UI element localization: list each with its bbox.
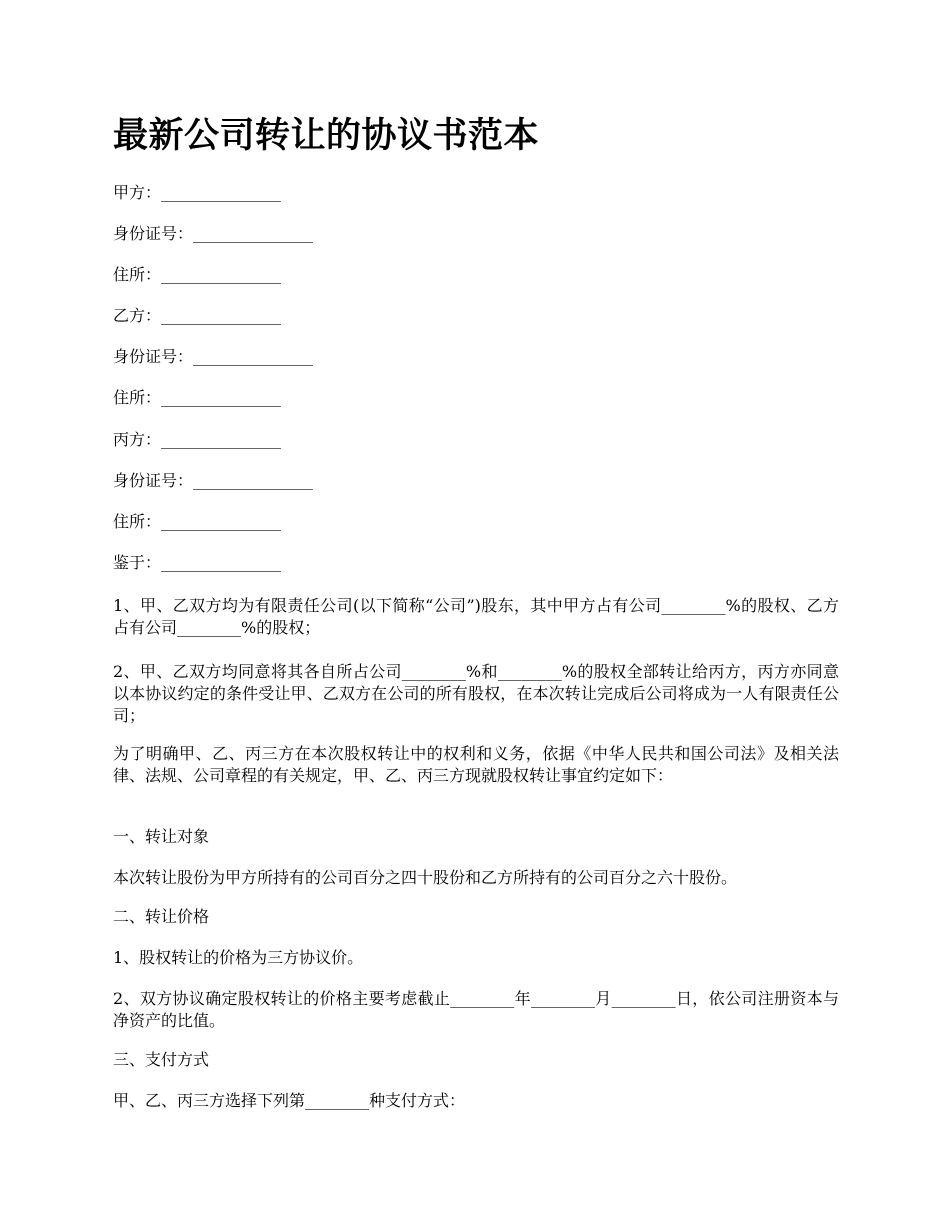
- section-2-item-1: 1、股权转让的价格为三方协议价。: [113, 948, 364, 967]
- recital-2-paragraph: 2、甲、乙双方均同意将其各自所占公司________%和________%的股权全部转让给丙方，丙方亦同意以本协议约定的条件受让甲、乙双方在公司的所有股权，在本次转让完成后公司将成为一人有限责任公司；: [113, 662, 839, 725]
- party-c-field: 丙方：_______________: [113, 430, 282, 449]
- party-a-address-field: 住所：_______________: [113, 265, 282, 284]
- party-b-id-field: 身份证号：_______________: [113, 347, 314, 366]
- purpose-paragraph: 为了明确甲、乙、丙三方在本次股权转让中的权利和义务，依据《中华人民共和国公司法》及相关法律、法规、公司章程的有关规定，甲、乙、丙三方现就股权转让事宜约定如下：: [113, 744, 839, 785]
- party-a-id-field: 身份证号：_______________: [113, 224, 314, 243]
- party-c-id-field: 身份证号：_______________: [113, 471, 314, 490]
- whereas-field: 鉴于：_______________: [113, 553, 282, 572]
- section-3-heading: 三、支付方式: [113, 1050, 210, 1069]
- party-a-field: 甲方：_______________: [113, 183, 282, 202]
- section-1-heading: 一、转让对象: [113, 827, 210, 846]
- section-2-item-2: 2、双方协议确定股权转让的价格主要考虑截止________年________月________日，依公司注册资本与净资产的比值。: [113, 989, 839, 1030]
- section-2-heading: 二、转让价格: [113, 907, 210, 926]
- party-b-address-field: 住所：_______________: [113, 388, 282, 407]
- party-c-address-field: 住所：_______________: [113, 512, 282, 531]
- document-title: 最新公司转让的协议书范本: [113, 115, 540, 156]
- recital-1-paragraph: 1、甲、乙双方均为有限责任公司(以下简称“公司”)股东，其中甲方占有公司________%的股权、乙方占有公司________%的股权；: [113, 596, 839, 637]
- section-3-body: 甲、乙、丙三方选择下列第________种支付方式：: [113, 1091, 466, 1110]
- section-1-body: 本次转让股份为甲方所持有的公司百分之四十股份和乙方所持有的公司百分之六十股份。: [113, 868, 738, 887]
- party-b-field: 乙方：_______________: [113, 306, 282, 325]
